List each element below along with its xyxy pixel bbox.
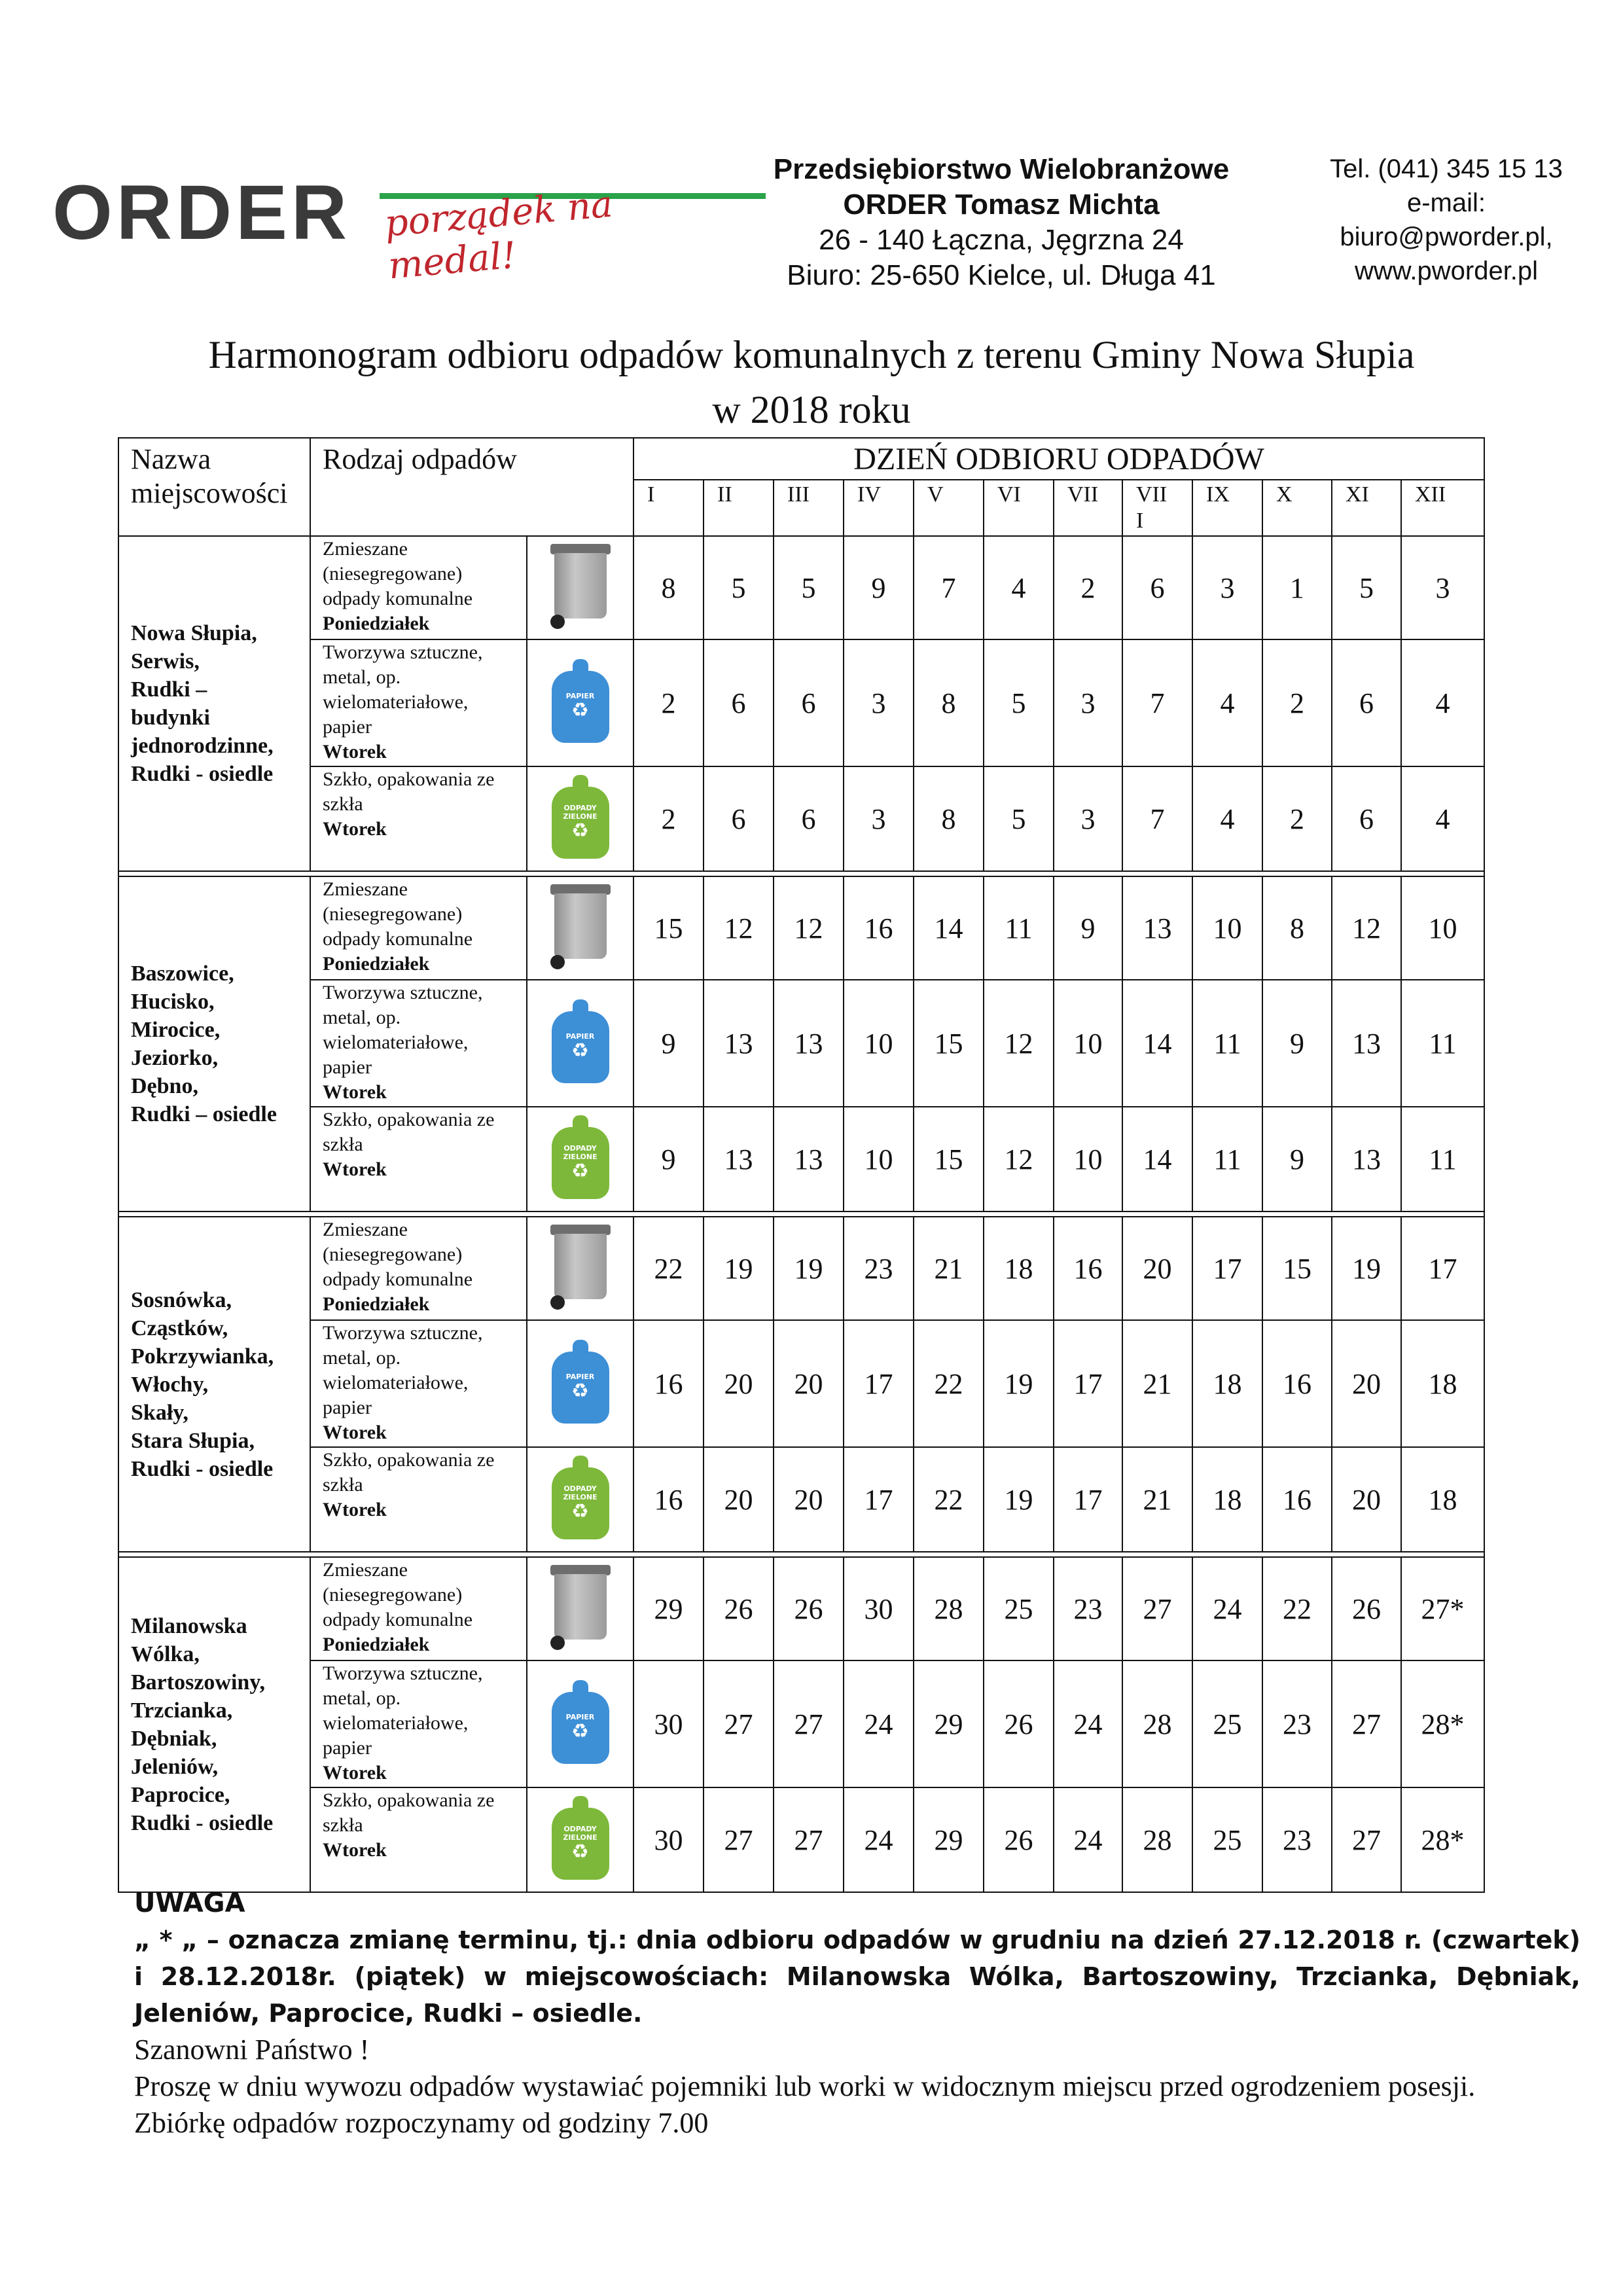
notes-section [134, 1885, 1580, 2142]
collection-date: 7 [1122, 766, 1192, 871]
contact-phone: Tel. (041) 345 15 13 [1330, 154, 1563, 183]
locality-names [118, 1557, 310, 1892]
collection-date: 5 [1332, 536, 1401, 639]
waste-type-description [310, 1447, 527, 1552]
collection-date: 26 [984, 1787, 1054, 1892]
table-row [118, 1557, 1484, 1660]
month-header: VII I [1122, 480, 1192, 536]
collection-date: 9 [1054, 876, 1122, 980]
document-title [0, 327, 1623, 437]
table-row [118, 766, 1484, 871]
collection-date: 26 [774, 1557, 844, 1660]
collection-date: 10 [1192, 876, 1262, 980]
collection-date: 19 [984, 1320, 1054, 1447]
collection-date: 21 [914, 1217, 984, 1320]
collection-date: 17 [1054, 1320, 1122, 1447]
collection-date: 22 [1262, 1557, 1332, 1660]
collection-date: 17 [1401, 1217, 1484, 1320]
waste-container-cell [527, 639, 633, 766]
collection-date: 19 [774, 1217, 844, 1320]
bag-label: ODPADY ZIELONE [563, 1484, 597, 1501]
grey-bin-icon [548, 544, 613, 629]
locality-name: Dębno, [131, 1074, 198, 1098]
waste-type-description [310, 1787, 527, 1892]
collection-date: 4 [1192, 639, 1262, 766]
collection-date: 13 [1332, 1107, 1401, 1211]
collection-date: 20 [704, 1447, 774, 1552]
collection-date: 12 [774, 876, 844, 980]
month-header: XII [1401, 480, 1484, 536]
company-address-line1: 26 - 140 Łączna, Jęgrzna 24 [819, 224, 1184, 256]
collection-date: 18 [1401, 1447, 1484, 1552]
collection-date: 7 [914, 536, 984, 639]
collection-date: 7 [1122, 639, 1192, 766]
month-header: X [1262, 480, 1332, 536]
collection-date: 4 [1192, 766, 1262, 871]
waste-container-cell [527, 1217, 633, 1320]
collection-date: 3 [1054, 639, 1122, 766]
collection-date: 24 [1192, 1557, 1262, 1660]
waste-container-cell [527, 1320, 633, 1447]
locality-name: Mirocice, [131, 1018, 221, 1042]
collection-date: 9 [633, 1107, 704, 1211]
collection-date: 12 [984, 980, 1054, 1107]
grey-bin-icon [548, 1225, 613, 1310]
title-line2: w 2018 roku [712, 388, 911, 431]
waste-container-cell [527, 876, 633, 980]
table-row [118, 1660, 1484, 1787]
collection-date: 2 [633, 639, 704, 766]
collection-weekday: Wtorek [323, 1422, 387, 1443]
collection-date: 20 [774, 1447, 844, 1552]
collection-date: 3 [844, 766, 914, 871]
green-bag-icon: ODPADY ZIELONE ♻ [548, 1115, 613, 1200]
company-address [746, 152, 1257, 293]
collection-date: 18 [1401, 1320, 1484, 1447]
locality-name: Bartoszowiny, [131, 1670, 265, 1695]
collection-date: 24 [844, 1660, 914, 1787]
locality-name: Stara Słupia, [131, 1428, 255, 1453]
collection-date: 8 [914, 766, 984, 871]
locality-name: Serwis, [131, 649, 200, 673]
collection-date: 11 [984, 876, 1054, 980]
waste-type-description [310, 1557, 527, 1660]
waste-container-cell [527, 536, 633, 639]
waste-type-text: Zmieszane (niesegregowane) odpady komunalne [323, 878, 473, 950]
locality-names [118, 536, 310, 871]
company-address-line2: Biuro: 25-650 Kielce, ul. Długa 41 [787, 259, 1216, 291]
collection-date: 29 [633, 1557, 704, 1660]
company-logo [52, 167, 733, 288]
table-row [118, 1787, 1484, 1892]
month-header: VII [1054, 480, 1122, 536]
locality-name: jednorodzinne, [131, 734, 274, 758]
collection-date: 17 [1192, 1217, 1262, 1320]
waste-type-text: Szkło, opakowania ze szkła [323, 1109, 495, 1155]
blue-bag-icon: PAPIER ♻ [548, 659, 613, 744]
collection-date: 26 [984, 1660, 1054, 1787]
table-row [118, 876, 1484, 980]
collection-date: 3 [1192, 536, 1262, 639]
collection-date: 23 [844, 1217, 914, 1320]
group-separator [118, 1552, 1484, 1557]
waste-type-text: Szkło, opakowania ze szkła [323, 1449, 495, 1496]
waste-type-text: Tworzywa sztuczne, metal, op. wielomateriałowe, papier [323, 982, 483, 1078]
collection-weekday: Poniedziałek [323, 1293, 430, 1315]
collection-date: 4 [1401, 766, 1484, 871]
locality-name: Milanowska [131, 1614, 247, 1638]
collection-date: 12 [984, 1107, 1054, 1211]
collection-date: 16 [1262, 1320, 1332, 1447]
month-header: V [914, 480, 984, 536]
collection-date: 18 [984, 1217, 1054, 1320]
collection-weekday: Wtorek [323, 1499, 387, 1520]
collection-date: 1 [1262, 536, 1332, 639]
collection-date: 8 [914, 639, 984, 766]
collection-date: 6 [704, 639, 774, 766]
collection-date: 2 [1054, 536, 1122, 639]
waste-type-text: Zmieszane (niesegregowane) odpady komunalne [323, 1219, 473, 1290]
collection-schedule-table [118, 437, 1485, 1893]
collection-date: 3 [844, 639, 914, 766]
collection-date: 17 [844, 1320, 914, 1447]
waste-container-cell [527, 1660, 633, 1787]
table-row [118, 1107, 1484, 1211]
collection-date: 23 [1262, 1660, 1332, 1787]
grey-bin-icon [548, 1565, 613, 1650]
collection-date: 28* [1401, 1660, 1484, 1787]
collection-date: 20 [704, 1320, 774, 1447]
collection-date: 3 [1054, 766, 1122, 871]
collection-date: 8 [1262, 876, 1332, 980]
locality-name: Nowa Słupia, [131, 621, 257, 645]
company-contact [1283, 152, 1610, 288]
collection-date: 28 [1122, 1660, 1192, 1787]
table-row [118, 1320, 1484, 1447]
header-collection-day: DZIEŃ ODBIORU ODPADÓW [633, 438, 1484, 480]
collection-date: 13 [704, 980, 774, 1107]
collection-date: 27 [704, 1787, 774, 1892]
collection-date: 20 [1332, 1447, 1401, 1552]
notes-instruction: Proszę w dniu wywozu odpadów wystawiać pojemniki lub worki w widocznym miejscu przed ogrodzeniem posesji. [134, 2070, 1476, 2102]
collection-date: 24 [1054, 1787, 1122, 1892]
collection-date: 28 [1122, 1787, 1192, 1892]
collection-date: 27 [774, 1787, 844, 1892]
locality-name: Hucisko, [131, 990, 215, 1014]
locality-name: Jeziorko, [131, 1046, 219, 1070]
collection-date: 10 [844, 980, 914, 1107]
waste-type-description [310, 536, 527, 639]
bag-label: PAPIER [565, 692, 595, 700]
collection-date: 9 [1262, 1107, 1332, 1211]
locality-name: Rudki – [131, 677, 207, 702]
blue-bag-icon: PAPIER ♻ [548, 999, 613, 1085]
locality-name: Pokrzywianka, [131, 1344, 274, 1369]
waste-type-description [310, 876, 527, 980]
waste-container-cell [527, 1107, 633, 1211]
green-bag-icon: ODPADY ZIELONE ♻ [548, 1456, 613, 1541]
waste-type-description [310, 1320, 527, 1447]
waste-type-description [310, 1217, 527, 1320]
table-row [118, 1447, 1484, 1552]
collection-date: 13 [774, 1107, 844, 1211]
collection-date: 16 [1262, 1447, 1332, 1552]
month-header: IX [1192, 480, 1262, 536]
collection-date: 11 [1401, 1107, 1484, 1211]
locality-name: Jeleniów, [131, 1755, 219, 1779]
collection-date: 4 [1401, 639, 1484, 766]
collection-date: 5 [774, 536, 844, 639]
collection-date: 20 [1122, 1217, 1192, 1320]
waste-container-cell [527, 766, 633, 871]
collection-date: 20 [774, 1320, 844, 1447]
locality-name: Włochy, [131, 1372, 209, 1397]
waste-container-cell [527, 1557, 633, 1660]
collection-date: 27 [704, 1660, 774, 1787]
locality-name: Rudki - osiedle [131, 1456, 274, 1481]
title-line1: Harmonogram odbioru odpadów komunalnych z terenu Gminy Nowa Słupia [208, 333, 1415, 376]
locality-names [118, 1217, 310, 1552]
collection-date: 27 [1332, 1787, 1401, 1892]
company-name-line1: Przedsiębiorstwo Wielobranżowe [773, 153, 1230, 185]
collection-date: 15 [914, 1107, 984, 1211]
table-row [118, 980, 1484, 1107]
month-header: VI [984, 480, 1054, 536]
header-waste-type: Rodzaj odpadów [310, 438, 633, 536]
collection-date: 21 [1122, 1320, 1192, 1447]
group-separator [118, 871, 1484, 876]
collection-date: 10 [1054, 980, 1122, 1107]
blue-bag-icon: PAPIER ♻ [548, 1680, 613, 1765]
collection-date: 13 [1332, 980, 1401, 1107]
collection-date: 6 [774, 639, 844, 766]
collection-date: 12 [1332, 876, 1401, 980]
logo-wordmark: ORDER [52, 170, 351, 256]
blue-bag-icon: PAPIER ♻ [548, 1340, 613, 1425]
waste-container-cell [527, 1447, 633, 1552]
bag-label: ODPADY ZIELONE [563, 1824, 597, 1842]
collection-date: 16 [1054, 1217, 1122, 1320]
green-bag-icon: ODPADY ZIELONE ♻ [548, 775, 613, 860]
locality-name: Baszowice, [131, 961, 234, 986]
notes-heading: UWAGA [134, 1888, 245, 1918]
collection-date: 9 [844, 536, 914, 639]
collection-date: 6 [1332, 639, 1401, 766]
collection-date: 16 [633, 1447, 704, 1552]
collection-date: 25 [1192, 1660, 1262, 1787]
company-name-line2: ORDER Tomasz Michta [843, 188, 1160, 221]
collection-date: 19 [704, 1217, 774, 1320]
collection-date: 21 [1122, 1447, 1192, 1552]
table-row [118, 639, 1484, 766]
locality-name: Sosnówka, [131, 1287, 232, 1312]
collection-date: 2 [633, 766, 704, 871]
collection-date: 9 [633, 980, 704, 1107]
collection-date: 14 [1122, 1107, 1192, 1211]
header-locality: Nazwa miejscowości [118, 438, 310, 536]
collection-date: 13 [704, 1107, 774, 1211]
waste-type-text: Zmieszane (niesegregowane) odpady komunalne [323, 1559, 473, 1630]
collection-date: 27 [774, 1660, 844, 1787]
locality-name: Dębniak, [131, 1727, 217, 1751]
collection-date: 26 [1332, 1557, 1401, 1660]
collection-date: 16 [844, 876, 914, 980]
collection-date: 12 [704, 876, 774, 980]
waste-type-text: Szkło, opakowania ze szkła [323, 768, 495, 815]
collection-date: 23 [1054, 1557, 1122, 1660]
collection-date: 23 [1262, 1787, 1332, 1892]
collection-weekday: Wtorek [323, 1839, 387, 1861]
collection-weekday: Wtorek [323, 1158, 387, 1180]
collection-date: 11 [1192, 980, 1262, 1107]
locality-name: Wólka, [131, 1642, 200, 1666]
collection-date: 14 [914, 876, 984, 980]
collection-date: 13 [774, 980, 844, 1107]
locality-name: Skały, [131, 1400, 188, 1425]
waste-type-description [310, 639, 527, 766]
waste-type-text: Szkło, opakowania ze szkła [323, 1789, 495, 1836]
collection-date: 10 [1401, 876, 1484, 980]
waste-type-description [310, 1660, 527, 1787]
locality-name: Rudki – osiedle [131, 1102, 277, 1126]
collection-date: 5 [984, 766, 1054, 871]
collection-date: 26 [704, 1557, 774, 1660]
collection-date: 29 [914, 1787, 984, 1892]
collection-date: 18 [1192, 1320, 1262, 1447]
collection-date: 29 [914, 1660, 984, 1787]
contact-email-label: e-mail: [1406, 188, 1486, 217]
collection-date: 22 [914, 1447, 984, 1552]
collection-date: 27 [1122, 1557, 1192, 1660]
waste-type-description [310, 1107, 527, 1211]
table-row [118, 536, 1484, 639]
month-header: I [633, 480, 704, 536]
table-row [118, 1217, 1484, 1320]
collection-weekday: Poniedziałek [323, 613, 430, 634]
collection-date: 6 [774, 766, 844, 871]
collection-date: 2 [1262, 766, 1332, 871]
collection-date: 25 [984, 1557, 1054, 1660]
bag-label: PAPIER [565, 1372, 595, 1381]
waste-container-cell [527, 1787, 633, 1892]
locality-name: Trzcianka, [131, 1698, 233, 1723]
notes-asterisk-explanation: „ * „ – oznacza zmianę terminu, tj.: dnia odbioru odpadów w grudniu na dzień 27.12.2018 r. (czwartek) i 28.12.2018r. (piątek) w miejscowościach: Milanowska Wólka, Bartoszowiny, Trzcianka, Dębniak, Jeleniów, Paprocice, Rudki – osiedle. [134, 1926, 1580, 2028]
collection-weekday: Poniedziałek [323, 1634, 430, 1655]
collection-date: 2 [1262, 639, 1332, 766]
waste-container-cell [527, 980, 633, 1107]
locality-name: Cząstków, [131, 1316, 228, 1340]
locality-name: budynki [131, 706, 210, 730]
collection-date: 5 [984, 639, 1054, 766]
collection-date: 17 [1054, 1447, 1122, 1552]
collection-date: 24 [1054, 1660, 1122, 1787]
collection-date: 13 [1122, 876, 1192, 980]
collection-weekday: Wtorek [323, 818, 387, 840]
waste-type-text: Zmieszane (niesegregowane) odpady komunalne [323, 538, 473, 609]
waste-type-text: Tworzywa sztuczne, metal, op. wielomateriałowe, papier [323, 1662, 483, 1759]
bag-label: ODPADY ZIELONE [563, 1143, 597, 1161]
group-separator [118, 1211, 1484, 1217]
collection-date: 22 [914, 1320, 984, 1447]
collection-date: 6 [1122, 536, 1192, 639]
collection-date: 9 [1262, 980, 1332, 1107]
collection-date: 27* [1401, 1557, 1484, 1660]
locality-name: Rudki - osiedle [131, 1811, 274, 1835]
waste-type-text: Tworzywa sztuczne, metal, op. wielomateriałowe, papier [323, 1322, 483, 1418]
collection-date: 30 [633, 1787, 704, 1892]
collection-date: 28* [1401, 1787, 1484, 1892]
collection-date: 28 [914, 1557, 984, 1660]
locality-names [118, 876, 310, 1211]
collection-date: 15 [1262, 1217, 1332, 1320]
locality-name: Rudki - osiedle [131, 762, 274, 786]
collection-date: 11 [1401, 980, 1484, 1107]
locality-name: Paprocice, [131, 1783, 230, 1807]
collection-date: 19 [1332, 1217, 1401, 1320]
collection-date: 4 [984, 536, 1054, 639]
collection-date: 6 [1332, 766, 1401, 871]
collection-weekday: Wtorek [323, 1762, 387, 1784]
collection-date: 11 [1192, 1107, 1262, 1211]
collection-date: 10 [1054, 1107, 1122, 1211]
collection-date: 30 [844, 1557, 914, 1660]
collection-date: 20 [1332, 1320, 1401, 1447]
collection-date: 6 [704, 766, 774, 871]
month-header: IV [844, 480, 914, 536]
collection-weekday: Poniedziałek [323, 953, 430, 975]
collection-date: 30 [633, 1660, 704, 1787]
bag-label: PAPIER [565, 1713, 595, 1721]
collection-date: 18 [1192, 1447, 1262, 1552]
waste-type-text: Tworzywa sztuczne, metal, op. wielomateriałowe, papier [323, 641, 483, 738]
collection-date: 3 [1401, 536, 1484, 639]
bag-label: PAPIER [565, 1032, 595, 1041]
collection-date: 24 [844, 1787, 914, 1892]
waste-type-description [310, 980, 527, 1107]
month-header: XI [1332, 480, 1401, 536]
collection-date: 15 [914, 980, 984, 1107]
collection-date: 22 [633, 1217, 704, 1320]
collection-date: 25 [1192, 1787, 1262, 1892]
collection-date: 19 [984, 1447, 1054, 1552]
collection-date: 5 [704, 536, 774, 639]
collection-date: 14 [1122, 980, 1192, 1107]
collection-date: 10 [844, 1107, 914, 1211]
notes-greeting: Szanowni Państwo ! [134, 2034, 370, 2066]
bag-label: ODPADY ZIELONE [563, 803, 597, 821]
grey-bin-icon [548, 884, 613, 969]
logo-tagline: porządek na medal! [383, 183, 615, 288]
month-header: III [774, 480, 844, 536]
collection-date: 8 [633, 536, 704, 639]
collection-weekday: Wtorek [323, 1081, 387, 1103]
collection-date: 17 [844, 1447, 914, 1552]
collection-date: 15 [633, 876, 704, 980]
contact-website: www.pworder.pl [1354, 257, 1539, 285]
notes-start-time: Zbiórkę odpadów rozpoczynamy od godziny 7.00 [134, 2107, 709, 2139]
month-header: II [704, 480, 774, 536]
collection-date: 27 [1332, 1660, 1401, 1787]
collection-date: 16 [633, 1320, 704, 1447]
collection-weekday: Wtorek [323, 741, 387, 762]
waste-type-description [310, 766, 527, 871]
contact-email: biuro@pworder.pl, [1340, 223, 1553, 251]
green-bag-icon: ODPADY ZIELONE ♻ [548, 1796, 613, 1881]
